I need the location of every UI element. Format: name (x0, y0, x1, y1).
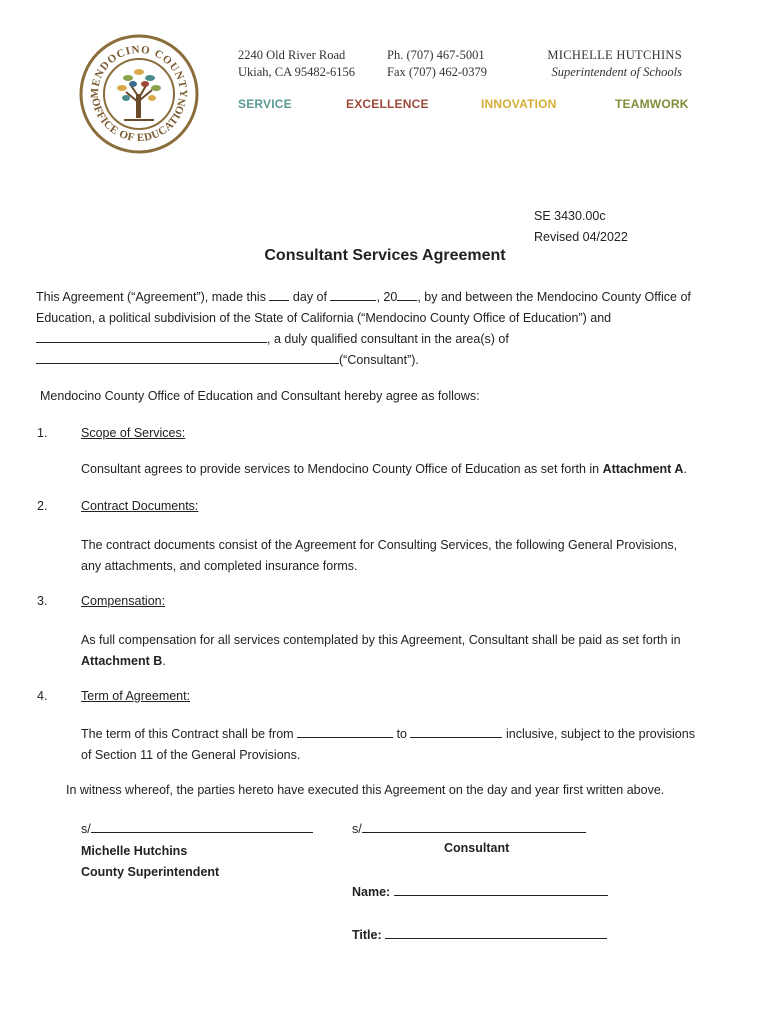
section-1-body: Consultant agrees to provide services to Mendocino County Office of Education as set forth in (81, 462, 600, 476)
signature-left (81, 820, 313, 883)
value-teamwork: TEAMWORK (615, 97, 689, 111)
section-2-line1: The contract documents consist of the Agreement for Consulting Services, the following General Provisions, (81, 538, 678, 552)
intro-paragraph (36, 287, 736, 371)
day-blank[interactable] (269, 288, 289, 301)
mcoe-logo (78, 32, 200, 156)
left-sig-title: County Superintendent (81, 865, 220, 879)
intro-text-c: , 20 (376, 290, 398, 304)
intro-text-a: This Agreement (“Agreement”), made this (36, 290, 266, 304)
section-1-end: . (683, 462, 687, 476)
term-text-b: to (396, 727, 407, 741)
consultant-signature-line[interactable] (362, 820, 586, 833)
section-3-number: 3. (37, 594, 48, 608)
logo-org-top-arc: MENDOCINO COUNTY (88, 43, 190, 99)
witness-text: In witness whereof, the parties hereto have executed this Agreement on the day and year first written above. (66, 783, 665, 797)
attachment-b: Attachment B (81, 654, 163, 668)
name-field (352, 883, 608, 899)
page-title: Consultant Services Agreement (264, 247, 506, 264)
address-line-2: Ukiah, CA 95482-6156 (238, 65, 356, 79)
phone: Ph. (707) 467-5001 (387, 48, 485, 62)
section-4-line2: of Section 11 of the General Provisions. (81, 748, 301, 762)
value-excellence: EXCELLENCE (346, 97, 429, 111)
right-sig-prefix: s/ (352, 822, 362, 836)
intro-text-b: day of (292, 290, 327, 304)
term-text-a: The term of this Contract shall be from (81, 727, 294, 741)
consultant-name-blank[interactable] (36, 330, 267, 343)
logo-org-bottom-arc: OFFICE OF EDUCATION (89, 96, 189, 145)
fax: Fax (707) 462-0379 (387, 65, 487, 79)
section-3-line1: As full compensation for all services contemplated by this Agreement, Consultant shall be paid as set forth in (81, 633, 681, 647)
section-3-text (81, 630, 681, 672)
superintendent-signature-line[interactable] (91, 820, 313, 833)
intro-text-d: , by and between the Mendocino County Office of (417, 290, 691, 304)
section-2-heading: Contract Documents: (81, 499, 199, 513)
title-label: Title: (352, 928, 382, 942)
section-4-heading: Term of Agreement: (81, 689, 191, 703)
attachment-a: Attachment A (602, 462, 684, 476)
section-3-end: . (162, 654, 166, 668)
superintendent-name: MICHELLE HUTCHINS (547, 48, 682, 62)
term-end-blank[interactable] (410, 725, 502, 738)
consultant-area-blank[interactable] (36, 351, 339, 364)
section-4-number: 4. (37, 689, 48, 703)
section-1-text (81, 462, 687, 476)
consultant-label: Consultant (444, 841, 510, 855)
section-3-heading: Compensation: (81, 594, 166, 608)
term-text-c: inclusive, subject to the provisions (505, 727, 695, 741)
tree-icon (117, 69, 161, 120)
value-service: SERVICE (238, 97, 292, 111)
name-label: Name: (352, 885, 391, 899)
section-1-heading: Scope of Services: (81, 426, 186, 440)
section-4-text (81, 724, 695, 766)
superintendent-title: Superintendent of Schools (551, 65, 682, 79)
contact-block (387, 47, 487, 81)
left-sig-name: Michelle Hutchins (81, 844, 188, 858)
address-block (238, 47, 355, 81)
section-2-line2: any attachments, and completed insurance forms. (81, 559, 358, 573)
intro-text-line4: (“Consultant”). (339, 353, 419, 367)
left-sig-prefix: s/ (81, 822, 91, 836)
agree-text: Mendocino County Office of Education and Consultant hereby agree as follows: (40, 389, 480, 403)
intro-text-line3: , a duly qualified consultant in the area(s) of (267, 332, 509, 346)
term-start-blank[interactable] (297, 725, 393, 738)
superintendent-block (520, 47, 682, 81)
section-2-number: 2. (37, 499, 48, 513)
value-innovation: INNOVATION (481, 97, 557, 111)
signature-right (352, 820, 586, 836)
consultant-name-line[interactable] (394, 883, 608, 896)
year-blank[interactable] (397, 288, 417, 301)
title-field (352, 926, 607, 942)
month-blank[interactable] (330, 288, 376, 301)
address-line-1: 2240 Old River Road (238, 48, 346, 62)
intro-text-line2: Education, a political subdivision of the State of California (“Mendocino County Office of Education”) and (36, 311, 612, 325)
doc-code: SE 3430.00c (534, 209, 606, 223)
doc-revised: Revised 04/2022 (534, 230, 628, 244)
consultant-title-line[interactable] (385, 926, 607, 939)
doc-meta (534, 206, 628, 248)
section-1-number: 1. (37, 426, 48, 440)
section-2-text (81, 535, 677, 577)
